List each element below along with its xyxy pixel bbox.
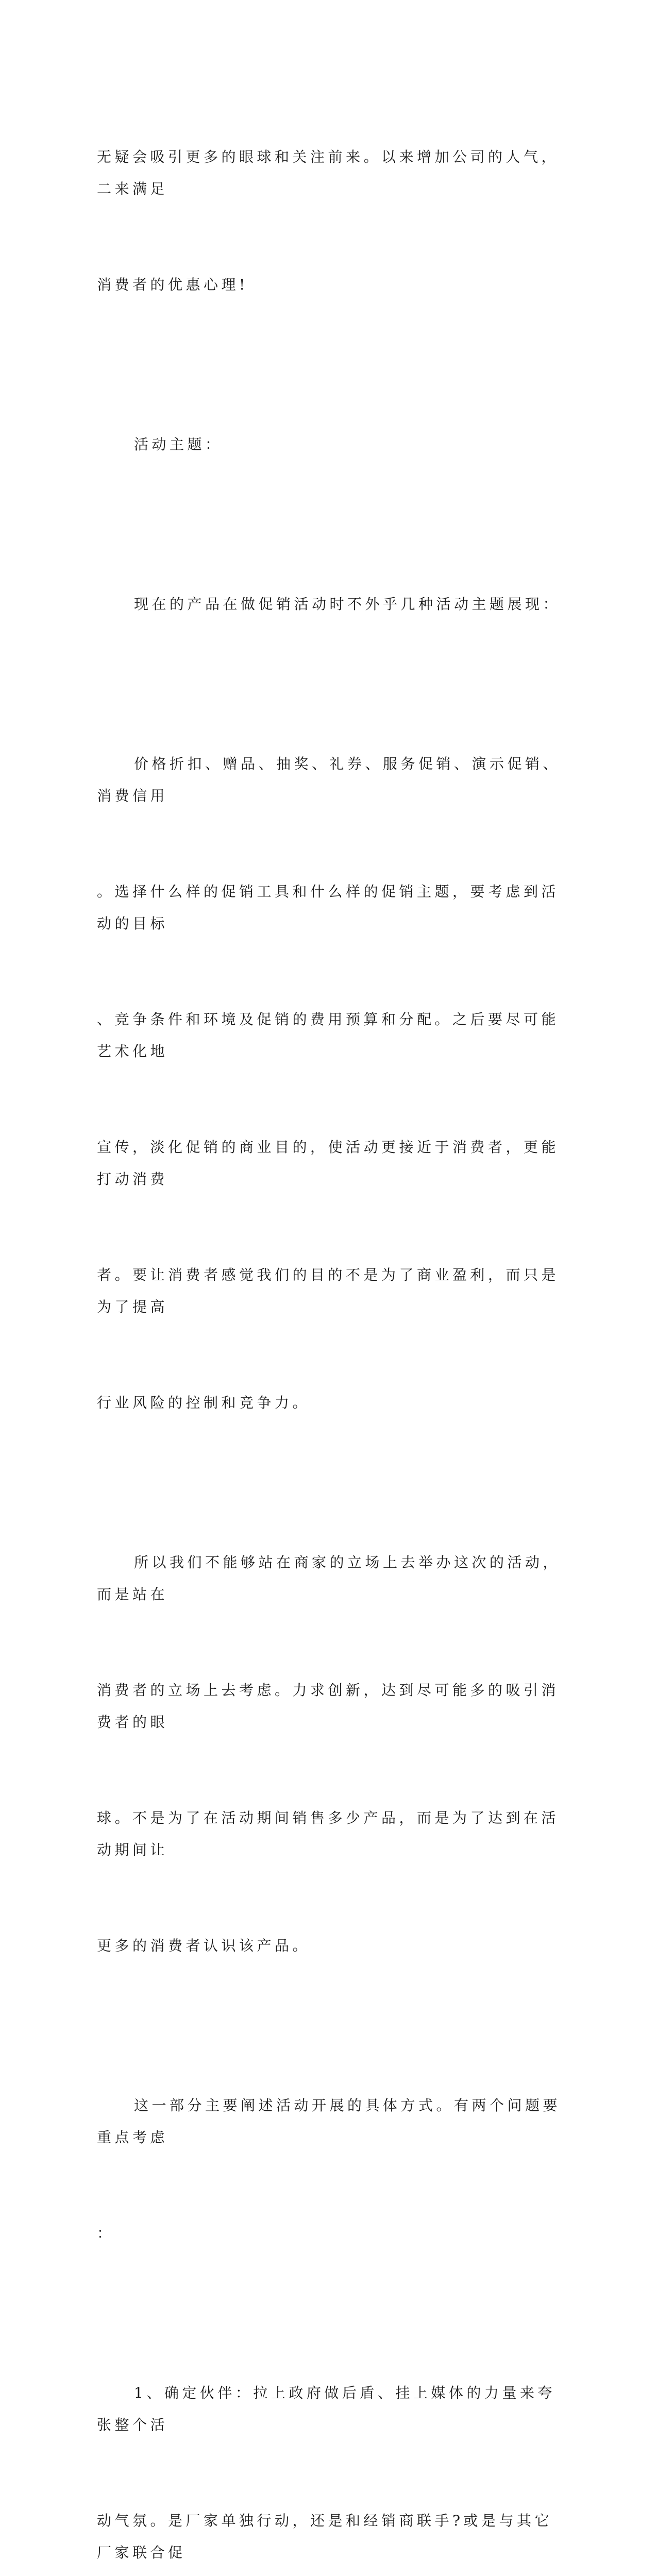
line: 消费者的优惠心理! [97,276,248,293]
line: ： [97,2225,115,2242]
line: 所以我们不能够站在商家的立场上去举办这次的活动，而是站在 [97,1554,561,1603]
line: 1、确定伙伴：拉上政府做后盾、挂上媒体的力量来夸张整个活 [97,2384,555,2433]
paragraph-1 [97,77,561,365]
paragraph-6 [97,2026,561,2313]
line: 者。要让消费者感觉我们的目的不是为了商业盈利，而只是为了提高 [97,1266,560,1315]
line: 球。不是为了在活动期间销售多少产品，而是为了达到在活动期间让 [97,1809,560,1858]
paragraph-3 [97,524,561,684]
line: 消费者的立场上去考虑。力求创新，达到尽可能多的吸引消费者的眼 [97,1682,560,1731]
paragraph-7 [97,2313,561,2576]
paragraph-2 [97,365,561,524]
body-text [97,77,561,2576]
line: 行业风险的控制和竞争力。 [97,1394,311,1411]
line: 。选择什么样的促销工具和什么样的促销主题，要考虑到活动的目标 [97,883,560,932]
line: 、竞争条件和环境及促销的费用预算和分配。之后要尽可能艺术化地 [97,1011,560,1060]
line: 活动主题： [134,436,223,453]
line: 更多的消费者认识该产品。 [97,1937,311,1954]
line: 现在的产品在做促销活动时不外乎几种活动主题展现： [134,596,561,613]
line: 这一部分主要阐述活动开展的具体方式。有两个问题要重点考虑 [97,2097,561,2146]
paragraph-4 [97,684,561,1483]
paragraph-5 [97,1483,561,2026]
line: 宣传，淡化促销的商业目的，使活动更接近于消费者，更能打动消费 [97,1139,560,1188]
line: 无疑会吸引更多的眼球和关注前来。以来增加公司的人气，二来满足 [97,148,560,197]
line: 价格折扣、赠品、抽奖、礼券、服务促销、演示促销、消费信用 [97,755,561,804]
line: 动气氛。是厂家单独行动，还是和经销商联手?或是与其它厂家联合促 [97,2512,553,2561]
